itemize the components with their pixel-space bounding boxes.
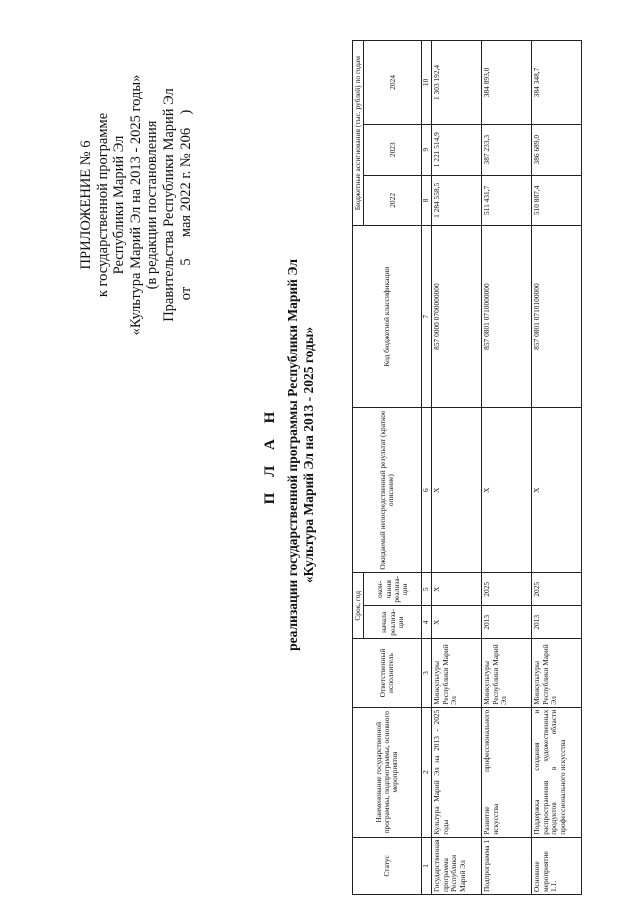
appendix-header	[78, 25, 194, 385]
cell-status: Подпрограмма 1	[482, 837, 532, 894]
header-year-2022: 2022	[364, 175, 422, 226]
column-number: 3	[422, 639, 432, 707]
header-row	[353, 41, 364, 895]
table-row	[482, 41, 532, 895]
cell-end: X	[432, 573, 482, 606]
cell-start: 2013	[532, 606, 582, 639]
column-numbers-row	[422, 41, 432, 895]
document-title	[262, 205, 316, 705]
table-row	[432, 41, 482, 895]
cell-code: 857 0801 0710000000	[482, 226, 532, 408]
cell-code: 857 0801 0710100000	[532, 226, 582, 408]
cell-status: Государственная программа Республики Марий Эл	[432, 837, 482, 894]
cell-result: X	[432, 408, 482, 573]
table-row	[532, 41, 582, 895]
title-sub-2: «Культура Марий Эл на 2013 - 2025 годы»	[300, 326, 316, 584]
date-close: )	[177, 109, 194, 115]
header-year-2024: 2024	[364, 41, 422, 125]
appendix-line: (в редакции постановления	[144, 120, 161, 290]
column-number: 9	[422, 124, 432, 175]
header-term-start: начала реализа-ции	[364, 606, 422, 639]
cell-result: X	[482, 408, 532, 573]
header-code: Код бюджетной классификации	[353, 226, 422, 408]
header-budget: Бюджетные ассигнования (тыс. рублей) по годам	[353, 41, 364, 226]
plan-table	[352, 40, 582, 895]
cell-executor: Минкультуры Республики Марий Эл	[482, 639, 532, 707]
header-name: Наименование государственной программы, подпрограммы, основного мероприятия	[353, 707, 422, 837]
date-day: 5	[177, 258, 194, 266]
cell-name: Поддержка создания и распространения художественных продуктов в области профессионального искусства	[532, 707, 582, 837]
cell-name: Культура Марий Эл на 2013 - 2025 годы	[432, 707, 482, 837]
cell-2024: 384 893,0	[482, 41, 532, 125]
column-number: 1	[422, 837, 432, 894]
date-prefix: от	[177, 286, 194, 301]
title-sub-1: реализации государственной программы Республики Марий Эл	[285, 259, 300, 651]
resolution-date	[178, 25, 195, 385]
cell-code: 857 0000 0700000000	[432, 226, 482, 408]
header-term-end: окон-чания реализа-ции	[364, 573, 422, 606]
cell-2023: 386 689,0	[532, 124, 582, 175]
header-year-2023: 2023	[364, 124, 422, 175]
column-number: 10	[422, 41, 432, 125]
column-number: 6	[422, 408, 432, 573]
cell-end: 2025	[532, 573, 582, 606]
header-status: Статус	[353, 837, 422, 894]
column-number: 2	[422, 707, 432, 837]
appendix-line: Правительства Республики Марий Эл	[160, 88, 177, 322]
program-name: «Культура Марий Эл на 2013 - 2025 годы»	[127, 74, 144, 336]
cell-2024: 1 303 192,4	[432, 41, 482, 125]
appendix-line: Республики Марий Эл	[111, 135, 128, 275]
appendix-line: к государственной программе	[94, 112, 111, 298]
date-rest: мая 2022 г. № 206	[177, 127, 194, 238]
header-result: Ожидаемый непосредственный результат (краткое описание)	[353, 408, 422, 573]
title-main: П Л А Н	[262, 405, 278, 505]
cell-2022: 1 284 558,5	[432, 175, 482, 226]
cell-2022: 511 431,7	[482, 175, 532, 226]
cell-2023: 1 221 514,9	[432, 124, 482, 175]
cell-start: X	[432, 606, 482, 639]
cell-2023: 387 233,3	[482, 124, 532, 175]
column-number: 7	[422, 226, 432, 408]
cell-end: 2025	[482, 573, 532, 606]
cell-executor: Минкультуры Республики Марий Эл	[432, 639, 482, 707]
cell-result: X	[532, 408, 582, 573]
header-term: Срок, год	[353, 573, 364, 639]
cell-2024: 384 348,7	[532, 41, 582, 125]
column-number: 4	[422, 606, 432, 639]
cell-name: Развитие профессионального искусства	[482, 707, 532, 837]
header-executor: Ответственный исполнитель	[353, 639, 422, 707]
cell-status: Основное мероприятие 1.1.	[532, 837, 582, 894]
column-number: 8	[422, 175, 432, 226]
cell-2022: 510 887,4	[532, 175, 582, 226]
cell-start: 2013	[482, 606, 532, 639]
appendix-number: ПРИЛОЖЕНИЕ № 6	[78, 140, 94, 270]
cell-executor: Минкультуры Республики Марий Эл	[532, 639, 582, 707]
column-number: 5	[422, 573, 432, 606]
